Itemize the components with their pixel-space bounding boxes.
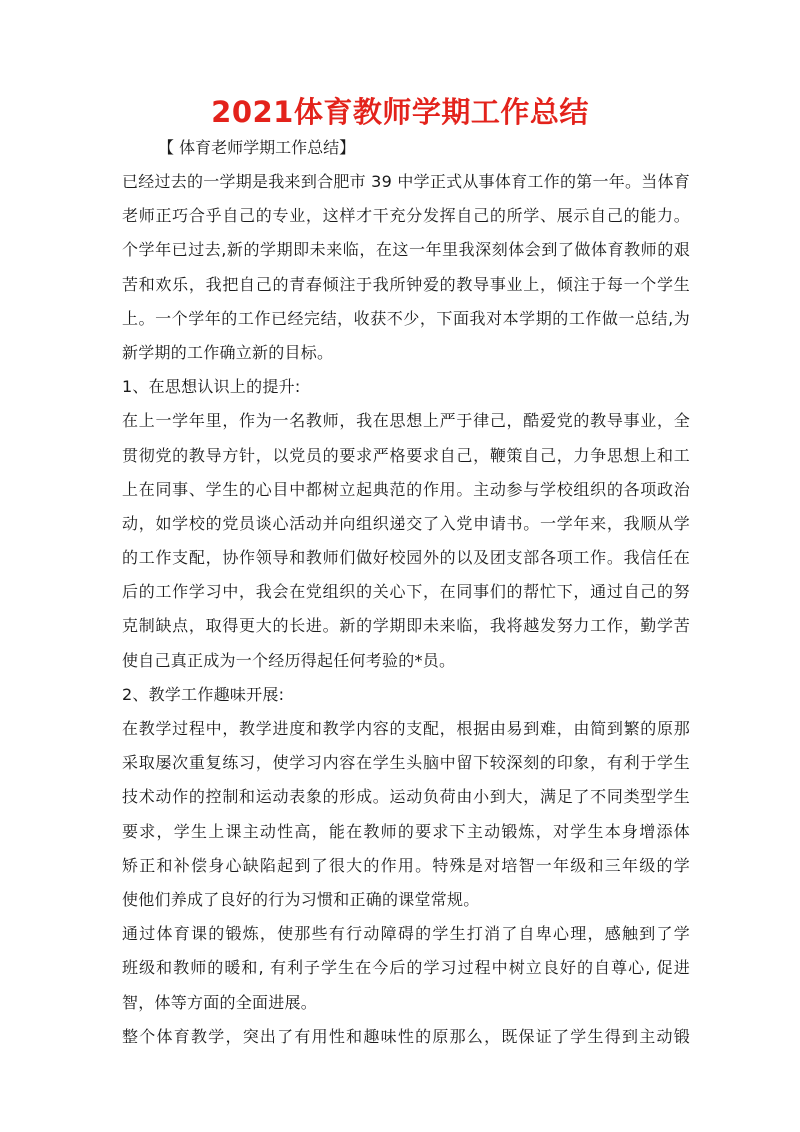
body-line: 老师正巧合乎自己的专业，这样才干充分发挥自己的所学、展示自己的能力。	[122, 206, 690, 226]
body-line: 在上一学年里，作为一名教师，我在思想上严于律己，酷爱党的教导事业，全	[122, 411, 690, 431]
body-line: 已经过去的一学期是我来到合肥市 39 中学正式从事体育工作的第一年。当体育	[122, 172, 690, 191]
document-subtitle: 【 体育老师学期工作总结】	[158, 138, 356, 157]
body-line: 1、在思想认识上的提升:	[122, 377, 301, 397]
document-title: 2021体育教师学期工作总结	[211, 95, 589, 129]
body-line: 使他们养成了良好的行为习惯和正确的课堂常规。	[122, 889, 480, 909]
body-line: 的工作支配，协作领导和教师们做好校园外的以及团支部各项工作。我信任在	[122, 548, 690, 568]
body-line: 动，如学校的党员谈心活动并向组织递交了入党申请书。一学年来，我顺从学	[122, 513, 690, 533]
body-line: 上在同事、学生的心目中都树立起典范的作用。主动参与学校组织的各项政治	[122, 479, 690, 499]
body-line: 克制缺点，取得更大的长进。新的学期即未来临，我将越发努力工作，勤学苦	[122, 616, 690, 636]
body-line: 个学年已过去,新的学期即未来临，在这一年里我深刻体会到了做体育教师的艰	[122, 240, 690, 260]
body-line: 采取屡次重复练习，使学习内容在学生头脑中留下较深刻的印象，有利于学生	[122, 753, 690, 773]
body-line: 苦和欢乐，我把自己的青春倾注于我所钟爱的教导事业上，倾注于每一个学生	[122, 274, 690, 294]
body-line: 整个体育教学，突出了有用性和趣味性的原那么，既保证了学生得到主动锻	[122, 1026, 690, 1046]
body-line: 贯彻党的教导方针，以党员的要求严格要求自己，鞭策自己，力争思想上和工	[122, 445, 690, 465]
body-line: 后的工作学习中，我会在党组织的关心下，在同事们的帮忙下，通过自己的努	[122, 582, 690, 602]
document-body	[122, 165, 690, 1054]
body-line: 技术动作的控制和运动表象的形成。运动负荷由小到大，满足了不同类型学生	[122, 787, 690, 807]
body-line: 要求，学生上课主动性高，能在教师的要求下主动锻炼，对学生本身增添体	[122, 821, 690, 841]
body-line: 智，体等方面的全面进展。	[122, 992, 318, 1012]
body-line: 矫正和补偿身心缺陷起到了很大的作用。特殊是对培智一年级和三年级的学	[122, 855, 690, 875]
body-line: 使自己真正成为一个经历得起任何考验的*员。	[122, 650, 456, 670]
body-line: 上。一个学年的工作已经完结，收获不少，下面我对本学期的工作做一总结,为	[122, 308, 690, 328]
body-line: 2、教学工作趣味开展:	[122, 684, 285, 704]
body-line: 班级和教师的暖和, 有利子学生在今后的学习过程中树立良好的自尊心, 促进	[122, 958, 690, 978]
body-line: 新学期的工作确立新的目标。	[122, 342, 334, 362]
body-line: 通过体育课的锻炼，使那些有行动障碍的学生打消了自卑心理，感触到了学	[122, 924, 690, 944]
body-line: 在教学过程中，教学进度和教学内容的支配，根据由易到难，由简到繁的原那	[122, 719, 690, 738]
